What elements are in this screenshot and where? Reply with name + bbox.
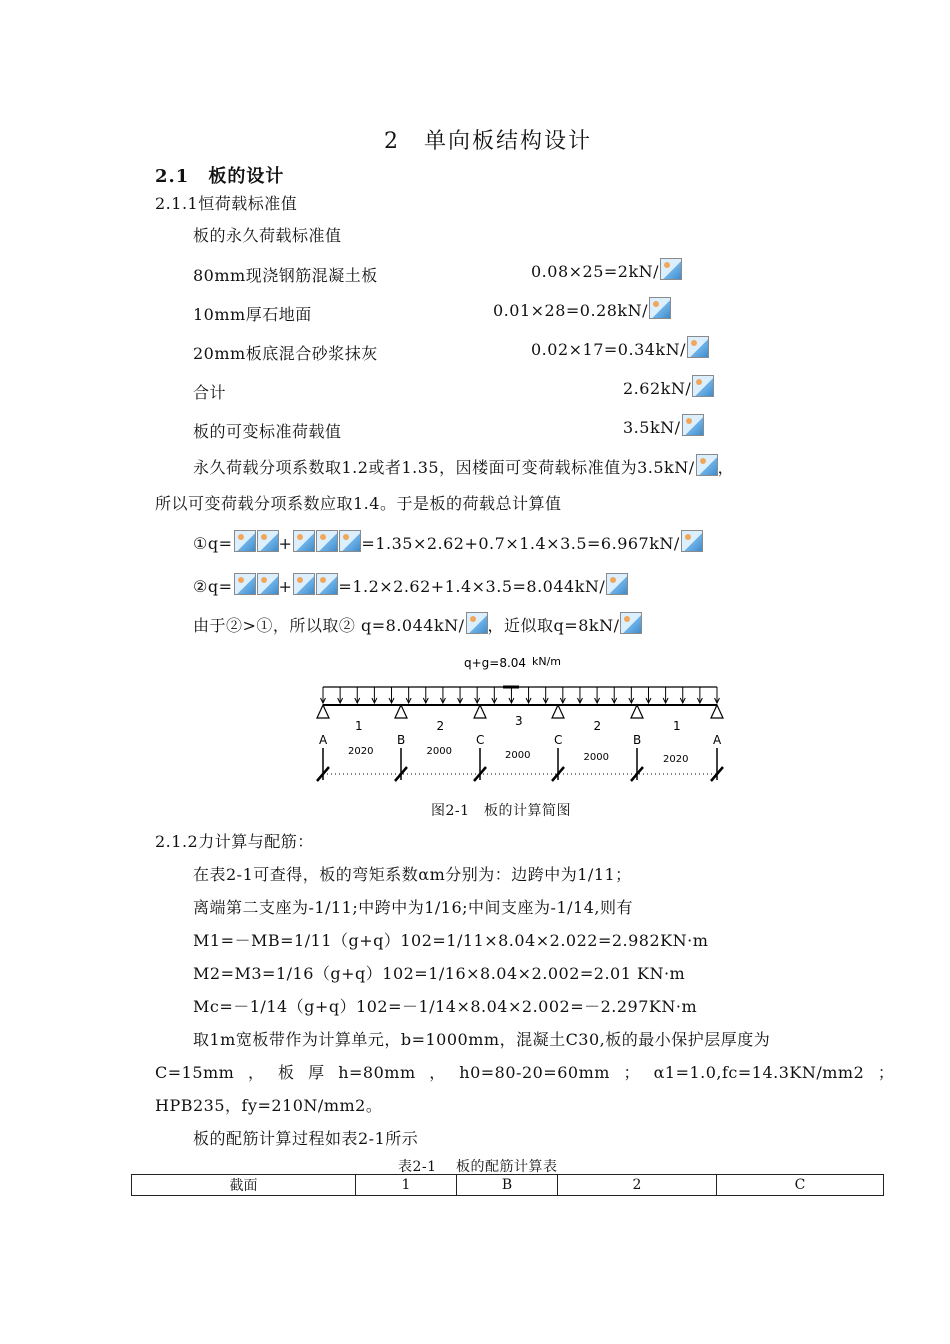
support-label: A xyxy=(319,733,328,747)
table-title: 表2-1 板的配筋计算表 xyxy=(398,1159,558,1175)
subsection-heading: 2.1.1恒荷载标准值 xyxy=(155,194,298,213)
unit-image-icon xyxy=(681,530,703,552)
support-label: B xyxy=(397,733,406,747)
paragraph-line: 在表2-1可查得，板的弯矩系数αm分别为：边跨中为1/11； xyxy=(193,865,632,884)
span-label: 2 xyxy=(593,719,602,733)
unit-image-icon xyxy=(692,375,714,397)
load-row-name: 10mm厚石地面 xyxy=(193,305,312,324)
span-length: 2020 xyxy=(663,754,689,765)
moment-m1: M1=－MB=1/11（g+q）102=1/11×8.04×2.022=2.982KN·m xyxy=(193,931,709,950)
span-label: 3 xyxy=(515,714,523,728)
equation-1: ①q= + =1.35×2.62+0.7×1.4×3.5=6.967kN/ xyxy=(193,530,703,553)
chapter-title: 2 单向板结构设计 xyxy=(384,129,592,154)
moment-mc: Mc=－1/14（g+q）102=－1/14×8.04×2.002=－2.297KN·m xyxy=(193,997,698,1016)
formula-image-icon xyxy=(316,530,338,552)
support-triangle xyxy=(631,705,643,718)
table-header-row xyxy=(132,1175,884,1196)
paragraph-line: HPB235，fy=210N/mm2。 xyxy=(155,1096,383,1115)
formula-image-icon xyxy=(257,530,279,552)
support-label: B xyxy=(633,733,642,747)
unit-image-icon xyxy=(687,336,709,358)
unit-image-icon xyxy=(696,454,718,476)
load-label: q+g=8.04 xyxy=(464,656,527,670)
support-label: C xyxy=(476,733,485,747)
load-row-value: 0.08×25=2kN/ xyxy=(531,258,682,281)
table-header-cell: 1 xyxy=(356,1175,457,1196)
load-row-name: 板的可变标准荷载值 xyxy=(193,422,342,441)
supports xyxy=(317,705,723,781)
formula-image-icon xyxy=(257,573,279,595)
unit-image-icon xyxy=(620,612,642,634)
load-arrows xyxy=(321,687,720,703)
formula-image-icon xyxy=(339,530,361,552)
permanent-load-label: 板的永久荷载标准值 xyxy=(193,226,342,245)
paragraph-line: 取1m宽板带作为计算单元，b=1000mm，混凝土C30,板的最小保护层厚度为 xyxy=(193,1030,771,1049)
support-label: C xyxy=(554,733,563,747)
load-row-name: 20mm板底混合砂浆抹灰 xyxy=(193,344,378,363)
figure-caption: 图2-1 板的计算简图 xyxy=(431,803,572,819)
section-heading: 2.1 板的设计 xyxy=(155,166,285,187)
paragraph-line: 永久荷载分项系数取1.2或者1.35，因楼面可变荷载标准值为3.5kN/ ， xyxy=(193,454,734,478)
support-label: A xyxy=(713,733,722,747)
formula-image-icon xyxy=(234,573,256,595)
equation-3: 由于②>①，所以取② q=8.044kN/ ，近似取q=8kN/ xyxy=(193,612,642,636)
paragraph-line: C=15mm ， 板 厚 h=80mm ， h0=80-20=60mm ； α1=1.0,fc=14.3KN/mm2 ； xyxy=(155,1063,895,1082)
load-row-name: 合计 xyxy=(193,383,227,402)
table-header-cell: 截面 xyxy=(132,1175,356,1196)
formula-image-icon xyxy=(293,573,315,595)
load-unit: kN/m xyxy=(532,655,562,668)
paragraph-line: 板的配筋计算过程如表2-1所示 xyxy=(193,1129,419,1148)
span-length: 2020 xyxy=(348,746,374,757)
table-header-cell: 2 xyxy=(558,1175,717,1196)
beam-diagram xyxy=(300,650,740,790)
support-triangle xyxy=(474,705,486,718)
span-length: 2000 xyxy=(583,752,609,763)
unit-image-icon xyxy=(606,573,628,595)
load-row-value: 0.01×28=0.28kN/ xyxy=(493,297,671,320)
formula-image-icon xyxy=(293,530,315,552)
unit-image-icon xyxy=(682,414,704,436)
support-triangle xyxy=(395,705,407,718)
support-triangle xyxy=(552,705,564,718)
support-triangle xyxy=(711,705,723,718)
formula-image-icon xyxy=(316,573,338,595)
unit-image-icon xyxy=(660,258,682,280)
paragraph-line: 所以可变荷载分项系数应取1.4。于是板的荷载总计算值 xyxy=(155,494,562,513)
unit-image-icon xyxy=(649,297,671,319)
span-label: 2 xyxy=(436,719,445,733)
load-row-value: 0.02×17=0.34kN/ xyxy=(531,336,709,359)
paragraph-line: 离端第二支座为-1/11;中跨中为1/16;中间支座为-1/14,则有 xyxy=(193,898,633,917)
span-label: 1 xyxy=(355,719,363,733)
formula-image-icon xyxy=(234,530,256,552)
equation-2: ②q= + =1.2×2.62+1.4×3.5=8.044kN/ xyxy=(193,573,628,596)
subsection-heading: 2.1.2力计算与配筋： xyxy=(155,832,314,851)
reinforcement-table xyxy=(131,1174,884,1196)
moment-m2: M2=M3=1/16（g+q）102=1/16×8.04×2.002=2.01 KN·m xyxy=(193,964,686,983)
load-row-value: 3.5kN/ xyxy=(623,414,704,437)
load-row-value: 2.62kN/ xyxy=(623,375,714,398)
span-length: 2000 xyxy=(426,746,452,757)
span-label: 1 xyxy=(673,719,681,733)
unit-image-icon xyxy=(466,612,488,634)
table-header-cell: B xyxy=(457,1175,558,1196)
span-length: 2000 xyxy=(505,750,531,761)
support-triangle xyxy=(317,705,329,718)
table-header-cell: C xyxy=(717,1175,884,1196)
load-row-name: 80mm现浇钢筋混凝土板 xyxy=(193,266,378,285)
